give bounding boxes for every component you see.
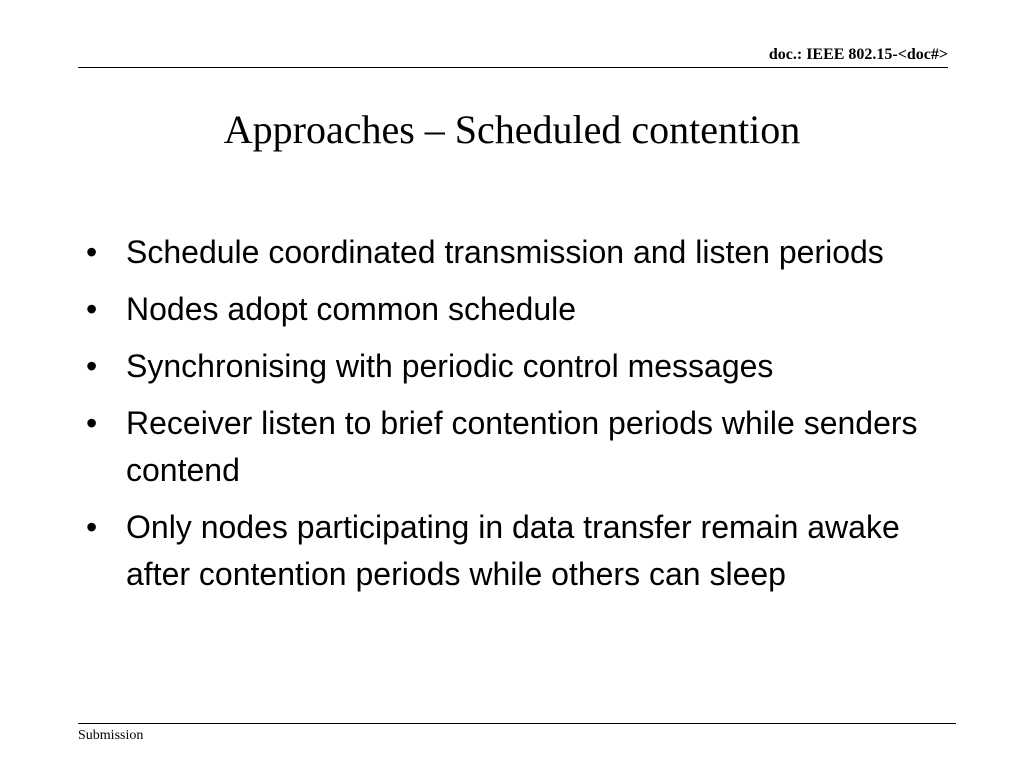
slide-title: Approaches – Scheduled contention bbox=[223, 107, 801, 152]
header-doc-id: doc.: IEEE 802.15-<doc#> bbox=[768, 46, 948, 63]
header-divider bbox=[78, 67, 948, 68]
bullet-dot-icon: • bbox=[86, 509, 98, 545]
bullet-dot-icon: • bbox=[86, 348, 98, 384]
bullet-text: Receiver listen to brief contention periods while senders contend bbox=[126, 405, 918, 488]
bullet-text: Nodes adopt common schedule bbox=[126, 291, 577, 327]
bullet-item bbox=[0, 286, 946, 333]
bullet-item bbox=[0, 229, 946, 276]
bullet-dot-icon: • bbox=[86, 234, 98, 270]
bullet-item bbox=[0, 400, 946, 494]
bullet-item bbox=[0, 504, 946, 598]
bullet-text: Schedule coordinated transmission and listen periods bbox=[126, 234, 884, 270]
footer-divider bbox=[78, 723, 956, 724]
bullet-dot-icon: • bbox=[86, 405, 98, 441]
footer-submission: Submission bbox=[78, 728, 144, 743]
bullet-text: Synchronising with periodic control messages bbox=[126, 348, 774, 384]
bullet-dot-icon: • bbox=[86, 291, 98, 327]
bullet-item bbox=[0, 343, 946, 390]
bullet-list bbox=[0, 229, 946, 608]
bullet-text: Only nodes participating in data transfer remain awake after contention periods while others can sleep bbox=[126, 509, 900, 592]
